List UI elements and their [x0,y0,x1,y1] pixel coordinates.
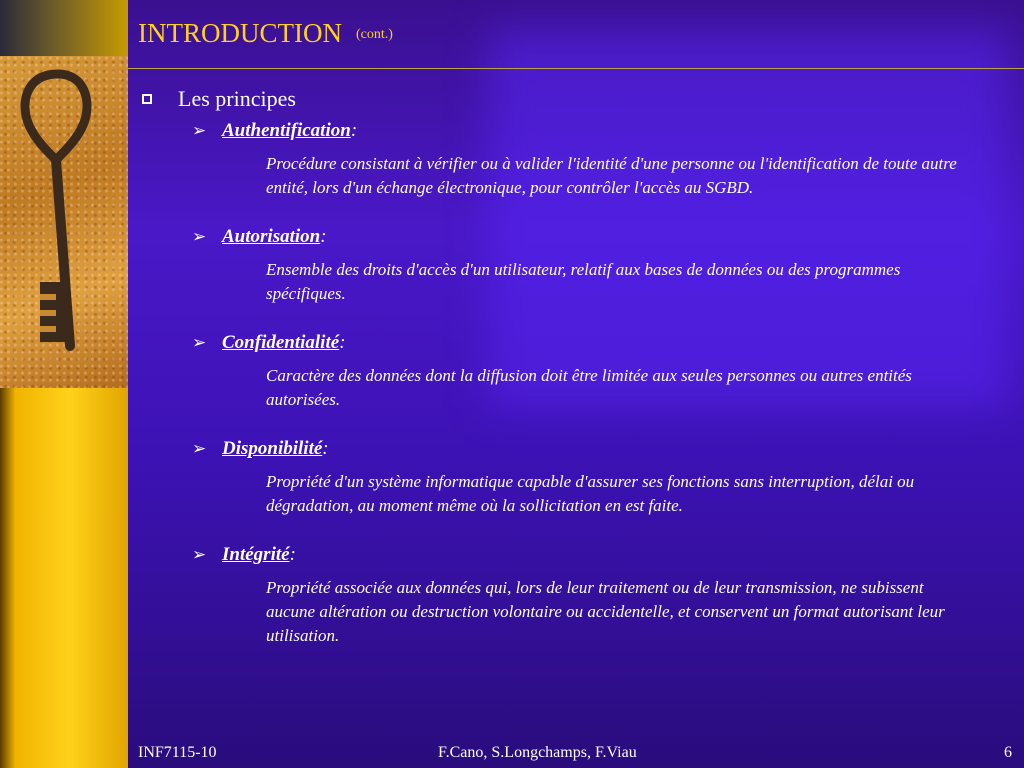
term-separator: : [322,438,329,459]
slide-title [138,18,393,49]
principle-description: Caractère des données dont la diffusion doit être limitée aux seules personnes ou autres entités autorisées. [266,366,912,409]
key-icon [0,56,128,388]
principle-term: Autorisation [222,226,321,247]
square-bullet-icon [142,94,152,104]
footer-course-code: INF7115-10 [138,744,217,761]
term-separator: : [350,120,358,141]
title-text: INTRODUCTION [138,18,342,48]
principle-description: Ensemble des droits d'accès d'un utilisateur, relatif aux bases de données ou des programmes spécifiques. [266,260,901,303]
arrow-bullet-icon: ➢ [192,333,207,352]
footer-page-number: 6 [1004,744,1012,761]
principle-description: Propriété associée aux données qui, lors de leur traitement ou de leur transmission, ne subissent aucune altération ou destruction volontaire ou accidentelle, et conservent un format autorisant leur utilisation. [266,578,945,645]
arrow-bullet-icon: ➢ [192,545,207,564]
principle-item [142,120,1002,200]
principles-bullet [142,86,1002,116]
arrow-bullet-icon: ➢ [192,227,207,246]
term-separator: : [320,226,327,247]
principle-description: Propriété d'un système informatique capable d'assurer ses fonctions sans interruption, délai ou dégradation, au moment même où la sollicitation en est faite. [266,472,915,515]
term-separator: : [339,332,346,353]
slide-content [142,86,1002,648]
principle-description: Procédure consistant à vérifier ou à valider l'identité d'une personne ou l'identification de toute autre entité, lors d'un échange électronique, pour contrôler l'accès au SGBD. [266,154,957,197]
principle-item [142,544,1002,648]
term-separator: : [289,544,296,565]
footer-authors: F.Cano, S.Longchamps, F.Viau [438,744,637,761]
strip-top-shade [0,0,128,56]
principle-item [142,226,1002,306]
principle-term: Authentification [222,120,351,141]
left-decorative-strip [0,0,128,768]
principle-item [142,438,1002,518]
principle-term: Disponibilité [222,438,323,459]
principles-heading: Les principes [178,86,296,111]
title-suffix: (cont.) [355,27,393,42]
key-image [0,56,128,388]
principle-item [142,332,1002,412]
arrow-bullet-icon: ➢ [192,439,207,458]
arrow-bullet-icon: ➢ [192,121,207,140]
principle-term: Confidentialité [222,332,340,353]
principle-term: Intégrité [222,544,290,565]
title-divider [128,68,1024,69]
